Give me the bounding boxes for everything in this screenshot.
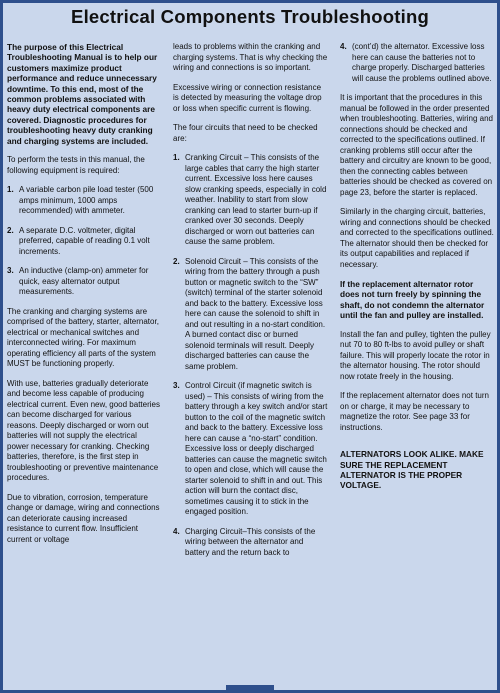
equipment-item <box>7 226 160 258</box>
circuit-item <box>173 527 328 559</box>
four-circuits-lead: The four circuits that need to be checked are: <box>173 123 318 143</box>
equipment-lead: To perform the tests in this manual, the following equipment is required: <box>7 155 145 175</box>
similarly-paragraph: Similarly in the charging circuit, batteries, wiring and connections should be checked and corrected to the specifications outlined. The alternator should then be checked for its output capabilities and replaced if necessary. <box>340 207 494 269</box>
circuit-item <box>173 381 328 518</box>
item-number: 1. <box>7 185 14 195</box>
circuit-item-continued <box>340 42 494 84</box>
item-number: 4. <box>173 526 180 536</box>
column-3 <box>340 42 494 500</box>
page-tab-bar <box>226 685 274 693</box>
important-paragraph: It is important that the procedures in this manual be followed in the order presented when troubleshooting. Batteries, wiring and connections should be checked and corrected to the specifications outlined. If cranking problems still occur after the battery and circuitry are known to be good, then the connecting cables between batteries should be checked as covered on page 23, before the starter is replaced. <box>340 93 493 197</box>
rotor-warning: If the replacement alternator rotor does not turn freely by spinning the shaft, do not condemn the alternator until the fan and pulley are installed. <box>340 279 485 321</box>
item-text: An inductive (clamp-on) ammeter for quick, easy alternator output measurements. <box>19 266 149 297</box>
intro-paragraph: The purpose of this Electrical Troubleshooting Manual is to help our customers maximize product performance and reduce unnecessary downtime. To this end, most of the common problems associated with heavy duty electrical components are covered. Diagnostic procedures for troubleshooting heavy duty cranking and charging systems are included. <box>7 42 158 146</box>
column-2 <box>173 42 328 567</box>
continued-paragraph: leads to problems within the cranking and charging systems. That is why checking the wiring and connections is so important. <box>173 42 328 72</box>
item-text: Cranking Circuit – This consists of the large cables that carry the high starter current. Excessive loss here causes slow cranking speeds, especially in cold weather. Inability to start from slow cranking can lead to starter burn-up if cranked over 30 seconds. Deeply discharged or worn out batteries can cause the same problem. <box>185 153 327 246</box>
item-number: 2. <box>173 256 180 266</box>
excessive-paragraph: Excessive wiring or connection resistance is detected by measuring the voltage drop or loss when specific current is flowing. <box>173 82 322 113</box>
item-number: 3. <box>173 381 180 390</box>
item-number: 4. <box>340 42 347 51</box>
equipment-item <box>7 266 160 298</box>
circuit-item <box>173 257 328 373</box>
item-text: A variable carbon pile load tester (500 amps minimum, 1000 amps recommended) with ammeter. <box>19 185 154 216</box>
page-title: Electrical Components Troubleshooting <box>71 6 429 27</box>
item-text: Charging Circuit–This consists of the wiring between the alternator and battery and the return back to <box>185 526 316 557</box>
batteries-paragraph: With use, batteries gradually deteriorate and become less capable of producing electrical current. Even new, good batteries can become discharged for various reasons. Deeply discharged or worn out batteries will not supply the electrical power necessary for cranking. Checking batteries, therefore, is the first step in troubleshooting or preventive maintenance procedures. <box>7 378 160 483</box>
item-number: 2. <box>7 225 14 235</box>
equipment-item <box>7 185 160 217</box>
item-number: 1. <box>173 153 180 162</box>
systems-paragraph: The cranking and charging systems are comprised of the battery, starter, alternator, electrical or mechanical switches and interconnected wiring. For maximum operating efficiency all parts of the system MUST be functioning properly. <box>7 306 159 369</box>
magnetize-paragraph: If the replacement alternator does not turn on or charge, it may be necessary to magnetize the rotor. See page 33 for instructions. <box>340 391 489 432</box>
vibration-paragraph: Due to vibration, corrosion, temperature change or damage, wiring and connections can deteriorate causing increased resistance to current flow. Insufficient current or voltage <box>7 492 160 544</box>
item-number: 3. <box>7 266 14 276</box>
item-text: (cont’d) the alternator. Excessive loss here can cause the batteries not to charge properly. Discharged batteries will cause the problems outlined above. <box>352 42 492 83</box>
item-text: Control Circuit (if magnetic switch is used) – This consists of wiring from the battery through a key switch and/or start button to the coil of the magnetic switch and back to the battery. Excessive loss here can cause a “no-start” condition. Excessive loss or deeply discharged batteries can cause the magnetic switch to open and close, which will cause the starter solenoid to shift in and out. This action will burn the contact disc, sometimes causing it to stick in the engaged position. <box>185 381 328 516</box>
item-text: Solenoid Circuit – This consists of the wiring from the battery through a push button or magnetic switch to the “SW” (switch) terminal of the starter solenoid and back to the battery. Excessive loss here can cause the solenoid to shift in and out resulting in a no-start condition. A burned contact disc or burned solenoid terminals will result. Deeply discharged batteries can cause the same problem. <box>185 256 326 371</box>
install-paragraph: Install the fan and pulley, tighten the pulley nut 70 to 80 ft-lbs to avoid pulley or shaft failure. This will properly locate the rotor in the alternator housing. The rotor should now rotate freely in the housing. <box>340 329 491 381</box>
item-text: A separate D.C. voltmeter, digital preferred, capable of reading 0.1 volt increments. <box>19 225 150 256</box>
column-1 <box>7 42 160 554</box>
alike-warning: ALTERNATORS LOOK ALIKE. MAKE SURE THE REPLACEMENT ALTERNATOR IS THE PROPER VOLTAGE. <box>340 449 484 491</box>
circuit-item <box>173 153 328 248</box>
